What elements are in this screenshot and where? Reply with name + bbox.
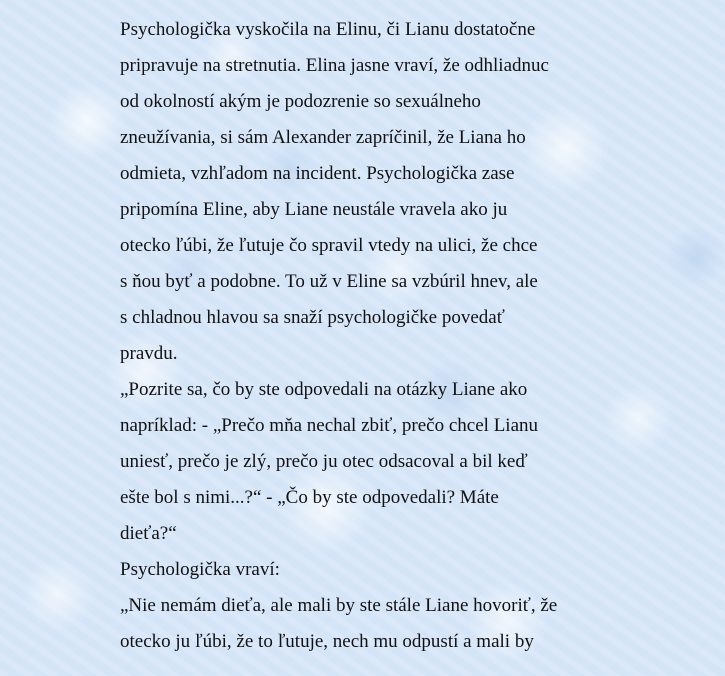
text-line: s chladnou hlavou sa snaží psychologičke povedať bbox=[120, 307, 505, 328]
text-line: pripravuje na stretnutia. Elina jasne vraví, že odhliadnuc bbox=[120, 55, 549, 76]
text-line: odmieta, vzhľadom na incident. Psychologička zase bbox=[120, 163, 515, 184]
text-line: pravdu. bbox=[120, 343, 178, 364]
text-line: otecko ju ľúbi, že to ľutuje, nech mu odpustí a mali by bbox=[120, 631, 534, 652]
text-line: „Pozrite sa, čo by ste odpovedali na otázky Liane ako bbox=[120, 379, 528, 400]
text-line: Psychologička vyskočila na Elinu, či Lianu dostatočne bbox=[120, 19, 536, 40]
text-line: od okolností akým je podozrenie so sexuálneho bbox=[120, 91, 481, 112]
text-line: uniesť, prečo je zlý, prečo ju otec odsacoval a bil keď bbox=[120, 451, 528, 472]
text-line: ešte bol s nimi...?“ - „Čo by ste odpovedali? Máte bbox=[120, 487, 499, 508]
text-line: zneužívania, si sám Alexander zapríčinil, že Liana ho bbox=[120, 127, 526, 148]
text-line: dieťa?“ bbox=[120, 523, 177, 544]
text-line: pripomína Eline, aby Liane neustále vravela ako ju bbox=[120, 199, 508, 220]
text-line: „Nie nemám dieťa, ale mali by ste stále Liane hovoriť, že bbox=[120, 595, 558, 616]
text-line: otecko ľúbi, že ľutuje čo spravil vtedy na ulici, že chce bbox=[120, 235, 538, 256]
document-text bbox=[120, 12, 620, 660]
text-line: Psychologička vraví: bbox=[120, 559, 280, 580]
text-line: s ňou byť a podobne. To už v Eline sa vzbúril hnev, ale bbox=[120, 271, 538, 292]
text-line: napríklad: - „Prečo mňa nechal zbiť, prečo chcel Lianu bbox=[120, 415, 539, 436]
